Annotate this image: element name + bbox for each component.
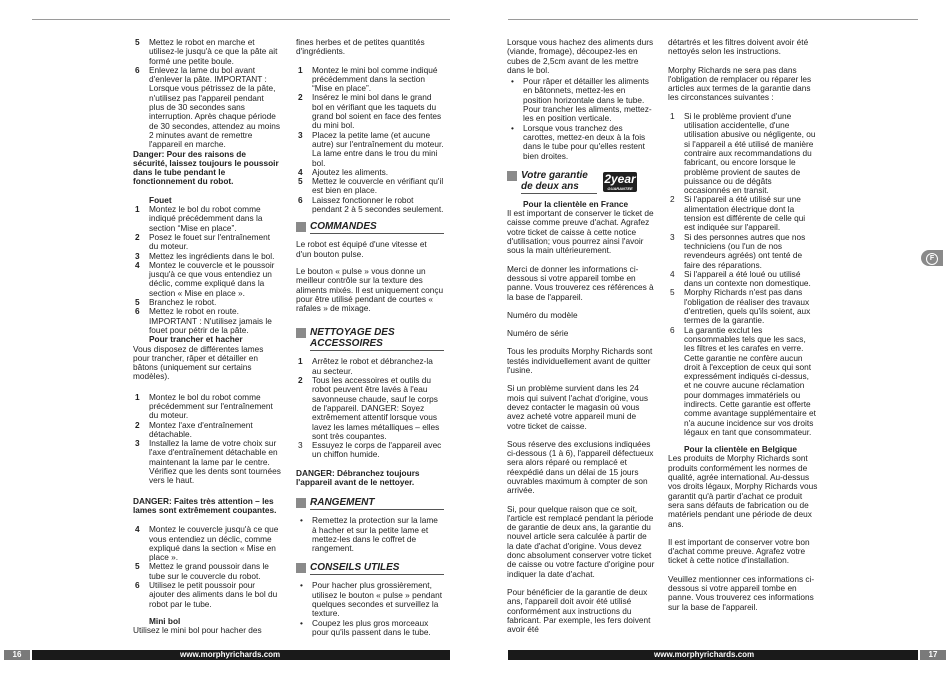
section-square-icon [296, 563, 306, 573]
danger-note: DANGER: Débranchez toujours l'appareil avant de le nettoyer. [296, 467, 420, 487]
footer-bar-right [508, 650, 918, 660]
page-number-right: 17 [920, 650, 946, 660]
paragraph: Numéro de série [507, 328, 569, 339]
section-square-icon [296, 328, 306, 338]
subheading-fouet: Fouet [149, 194, 172, 205]
paragraph: Le bouton « pulse » vous donne un meilleur contrôle sur la texture des aliments mixés. Il est uniquement conçu pour être utilisé pendant de courtes « rafales » de mixage. [296, 265, 444, 314]
paragraph: détartrés et les filtres doivent avoir été nettoyés selon les instructions. [668, 37, 809, 57]
list-item: 5 Mettez le grand poussoir dans le tube sur le couvercle du robot. [135, 561, 269, 581]
language-tab-label: F [926, 253, 938, 265]
list-item: 5 Mettez le couvercle en vérifiant qu'il est bien en place. [298, 176, 444, 196]
guarantee-badge: 2year GUARANTEE [604, 171, 636, 191]
paragraph: Pour bénéficier de la garantie de deux ans, l'appareil doit avoir été utilisé conformément aux instructions du fabricant. Par exemple, les fers doivent avoir été [507, 586, 651, 635]
paragraph: Lorsque vous hachez des aliments durs (viande, fromage), découpez-les en cubes de 2,5cm avant de les mettre dans le bol. [507, 37, 654, 75]
list-item: 4 Si l'appareil a été loué ou utilisé dans un contexte non domestique. [670, 268, 811, 289]
list-item: • Lorsque vous tranchez des carottes, mettez-en deux à la fois dans le tube pour qu'elles restent bien droites. [511, 122, 646, 161]
list-item: 5 Mettez le robot en marche et utilisez-le jusqu'à ce que la pâte ait formé une petite boule. [135, 37, 278, 66]
subheading-trancher: Pour trancher et hacher [149, 334, 243, 345]
paragraph: Vous disposez de différentes lames pour trancher, râper et détailler en bâtons (uniquement sur certains modèles). [133, 343, 264, 382]
paragraph: Les produits de Morphy Richards sont produits conformément les normes de qualité, agrée international. Au-dessus vos droits légaux, Morphy Richards vous garantit qu'à partir d'achat ce produit sera sans défauts de fabrication ou de matériels pendant une période de deux ans. [668, 453, 818, 529]
section-heading-nettoyage: NETTOYAGE DES ACCESSOIRES [296, 327, 444, 351]
list-item: 1 Si le problème provient d'une utilisation accidentelle, d'une utilisation abusive ou négligente, ou si l'appareil a été utilisé de manière contraire aux recommandations du fabricant, ou encore lorsque le problème provient de sautes de puissance ou de dégâts occasionnés en transit. [670, 110, 816, 196]
paragraph: Morphy Richards ne sera pas dans l'obligation de remplacer ou réparer les articles aux termes de la garantie dans les circonstances suivantes : [668, 64, 812, 103]
list-item: 6 La garantie exclut les consommables tels que les sacs, les filtres et les carafes en verre. Cette garantie ne confère aucun droit à l'exception de ceux qui sont expressément indiqués ci-dessus, et ne couvre aucune réclamation pour dommages immatériels ou indirects. Cette garantie est offerte comme avantage supplémentaire et n'a aucune incidence sur vos droits légaux en tant que consommateur. [670, 324, 816, 437]
paragraph: Utilisez le mini bol pour hacher des [133, 625, 262, 636]
top-rule-left [32, 19, 450, 20]
paragraph: Il est important de conserver le ticket de caisse comme preuve d'achat. Agrafez votre ticket de caisse à cette notice d'utilisation; vous pourrez ainsi l'avoir sous la main ultérieurement. [507, 208, 654, 256]
column-3 [507, 38, 655, 639]
list-item: • Pour hacher plus grossièrement, utilisez le bouton « pulse » pendant quelques secondes et surveillez la texture. [300, 580, 443, 619]
list-item: 4 Montez le couvercle et le poussoir jusqu'à ce que vous entendiez un déclic, comme expliqué dans la section « Mise en place ». [135, 259, 275, 298]
paragraph: Si un problème survient dans les 24 mois qui suivent l'achat d'origine, vous devez contacter le magasin où vous avez acheté votre appareil muni de votre ticket de caisse. [507, 383, 649, 431]
section-square-icon [296, 222, 306, 232]
list-item: 3 Placez la petite lame (et aucune autre) sur l'entraînement du moteur. La lame entre dans le trou du mini bol. [298, 129, 444, 168]
paragraph: Tous les produits Morphy Richards sont testés individuellement avant de quitter l'usine. [507, 346, 653, 376]
list-item: 2 Insérez le mini bol dans le grand bol en vérifiant que les taquets du grand bol soient en face des fentes du mini bol. [298, 92, 442, 131]
list-item: 6 Utilisez le petit poussoir pour ajouter des aliments dans le bol du robot par le tube. [135, 580, 278, 609]
section-heading-rangement: RANGEMENT [296, 497, 444, 510]
section-square-icon [507, 171, 517, 181]
column-1 [133, 38, 281, 641]
paragraph: Le robot est équipé d'une vitesse et d'un bouton pulse. [296, 239, 427, 259]
section-heading-conseils: CONSEILS UTILES [296, 562, 444, 575]
footer-url-left[interactable]: www.morphyrichards.com [180, 650, 281, 659]
danger-note: DANGER: Faites très attention – les lames sont extrêmement coupantes. [133, 495, 277, 515]
list-item: 3 Mettez les ingrédients dans le bol. [135, 250, 275, 261]
list-item: 1 Montez le bol du robot comme précédemment sur l'entraînement du moteur. [135, 391, 273, 421]
list-item: 2 Si l'appareil a été utilisé sur une alimentation électrique dont la tension est différente de celle qui est indiquée sur l'appareil. [670, 194, 806, 233]
top-rule-right [508, 19, 918, 20]
paragraph: Sous réserve des exclusions indiquées ci-dessous (1 à 6), l'appareil défectueux sera alors réparé ou remplacé et réexpédié dans un délai de 15 jours ouvrables maximum à compter de son arrivée. [507, 438, 654, 496]
list-item: 1 Montez le mini bol comme indiqué précédemment dans la section “Mise en place”. [298, 64, 438, 94]
paragraph: Numéro du modèle [507, 309, 578, 320]
list-item: • Coupez les plus gros morceaux pour qu'ils passent dans le tube. [300, 617, 431, 637]
list-item: 2 Tous les accessoires et outils du robot peuvent être lavés à l'eau savonneuse chaude, sauf le corps de l'appareil. DANGER: Soyez extrêmement attentif lorsque vous lavez les lames métalliques – elles sont très coupantes. [298, 375, 440, 441]
list-item: 5 Morphy Richards n'est pas dans l'obligation de réaliser des travaux d'entretien, quels qu'ils soient, aux termes de la garantie. [670, 287, 811, 326]
subheading-belgique: Pour la clientèle en Belgique [684, 444, 797, 455]
paragraph: Il est important de conserver votre bon d'achat comme preuve. Agrafez votre ticket à cette notice d'installation. [668, 536, 810, 566]
list-item: 3 Installez la lame de votre choix sur l'axe d'entraînement détachable en maintenant la lame par le centre. Vérifiez que les dents sont tournées vers le haut. [135, 438, 281, 486]
list-item: 2 Montez l'axe d'entraînement détachable. [135, 419, 253, 439]
list-item: 3 Essuyez le corps de l'appareil avec un chiffon humide. [298, 440, 442, 460]
footer-url-right[interactable]: www.morphyrichards.com [654, 650, 755, 659]
paragraph: fines herbes et de petites quantités d'ingrédients. [296, 37, 425, 57]
list-item: 1 Arrêtez le robot et débranchez-la au secteur. [298, 356, 433, 376]
danger-note: Danger: Pour des raisons de sécurité, laissez toujours le poussoir dans le tube pendant le fonctionnement du robot. [133, 148, 279, 187]
list-item: • Remettez la protection sur la lame à hacher et sur la petite lame et mettez-les dans le coffret de rangement. [300, 515, 438, 554]
page-number-left: 16 [4, 650, 30, 660]
list-item: 6 Mettez le robot en route. IMPORTANT : N'utilisez jamais le fouet pour pétrir de la pâte. [135, 306, 272, 335]
list-item: 6 Enlevez la lame du bol avant d'enlever la pâte. IMPORTANT : Lorsque vous pétrissez de la pâte, n'utilisez pas l'appareil pendant plus de 30 secondes sans interruption. Après chaque période de 30 secondes, attendez au moins 2 minutes avant de remettre l'appareil en marche. [135, 64, 280, 150]
list-item: 4 Montez le couvercle jusqu'à ce que vous entendiez un déclic, comme expliqué dans la section « Mise en place ». [135, 524, 279, 563]
footer-bar-left [32, 650, 450, 660]
list-item: 3 Si des personnes autres que nos techniciens (ou l'un de nos revendeurs agréés) ont tenté de faire des réparations. [670, 231, 806, 270]
list-item: 4 Ajoutez les aliments. [298, 166, 389, 177]
section-heading-garantie: Votre garantie de deux ans 2year GUARANTEE [507, 170, 655, 194]
section-square-icon [296, 498, 306, 508]
list-item: 1 Montez le bol du robot comme indiqué précédemment dans la section “Mise en place”. [135, 204, 263, 233]
section-heading-commandes: COMMANDES [296, 221, 444, 234]
list-item: 5 Branchez le robot. [135, 297, 217, 308]
language-tab [921, 250, 943, 266]
paragraph: Veuillez mentionner ces informations ci-dessous si votre appareil tombe en panne. Vous trouverez ces informations sur la base de l'appareil. [668, 573, 815, 612]
paragraph: Merci de donner les informations ci-dessous si votre appareil tombe en panne. Vous trouverez ces références à la base de l'appareil. [507, 263, 654, 302]
subheading-france: Pour la clientèle en France [523, 198, 629, 209]
column-2 [296, 38, 444, 637]
column-4 [668, 38, 818, 617]
list-item: 2 Posez le fouet sur l'entraînement du moteur. [135, 231, 271, 252]
list-item: • Pour râper et détailler les aliments en bâtonnets, mettez-les en position horizontale dans le tube. Pour trancher les aliments, mettez-les en position verticale. [511, 76, 652, 124]
list-item: 6 Laissez fonctionner le robot pendant 2 à 5 secondes seulement. [298, 194, 444, 215]
subheading-mini-bol: Mini bol [149, 615, 181, 626]
paragraph: Si, pour quelque raison que ce soit, l'article est remplacé pendant la période de garantie de deux ans, la garantie du nouvel article sera calculée à partir de la date d'achat d'origine. Vous devez donc absolument conserver votre ticket de caisse ou votre facture d'origine pour indiquer la date d'achat. [507, 503, 655, 579]
